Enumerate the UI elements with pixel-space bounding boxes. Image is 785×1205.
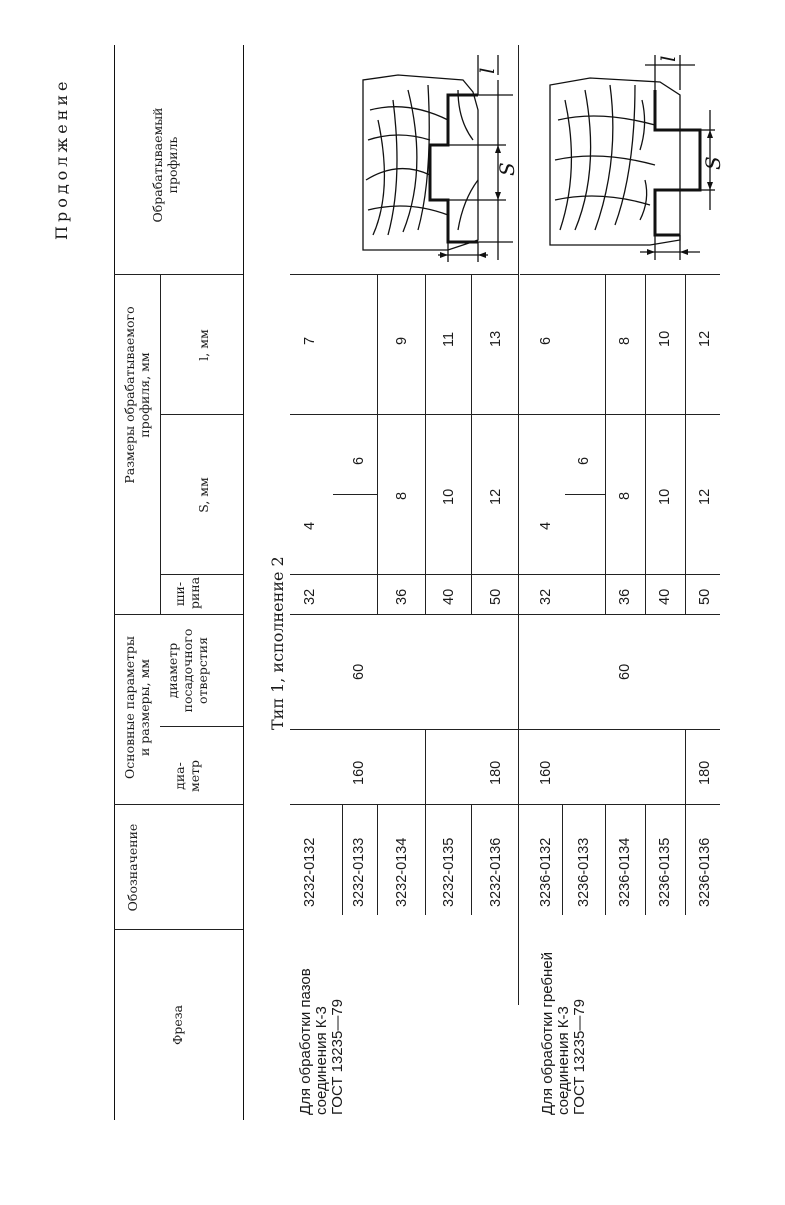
g2-width-3: 40 (657, 588, 673, 605)
g2-width-2: 36 (617, 588, 633, 605)
header-profile: Обрабатываемый профиль (150, 107, 180, 223)
g1-profile-label-s: S (495, 162, 519, 176)
hdr-v-2 (114, 804, 243, 805)
header-width: ши- рина (172, 576, 202, 609)
hdr-v-6 (160, 414, 243, 415)
g1-l-sep-2 (425, 275, 426, 415)
g1-bore: 60 (351, 663, 367, 680)
g2-s-5: 12 (697, 488, 713, 505)
g2-bore: 60 (617, 663, 633, 680)
g1-sep-4 (471, 805, 472, 915)
g1-s-5: 12 (488, 488, 504, 505)
g2-w-sep-2 (645, 575, 646, 615)
g2-code-3: 3236-0134 (617, 837, 633, 907)
g2-s-2: 6 (576, 456, 592, 465)
g1-l-4: 13 (488, 330, 504, 347)
g1-diameter-2: 180 (488, 760, 504, 785)
g2-l-1: 6 (538, 336, 554, 345)
g1-s-sep-1 (377, 415, 378, 575)
header-main-params: Основные параметры и размеры, мм (122, 635, 152, 780)
g1-width-2: 36 (394, 588, 410, 605)
g2-l-4: 12 (697, 330, 713, 347)
g1-code-5: 3232-0136 (488, 837, 504, 907)
g2-diameter-2: 180 (697, 760, 713, 785)
g2-s-split (565, 494, 605, 495)
g1-w-sep-2 (425, 575, 426, 615)
g2-s-sep-3 (685, 415, 686, 575)
g1-s-sep-2 (425, 415, 426, 575)
header-sub-rule (160, 275, 161, 615)
g1-w-sep-1 (377, 575, 378, 615)
header-freza: Фреза (170, 1004, 185, 1046)
g2-l-sep-1 (605, 275, 606, 415)
g2-s-sep-2 (645, 415, 646, 575)
g2-s-4: 10 (657, 488, 673, 505)
g1-l-2: 9 (394, 336, 410, 345)
g1-width-1: 32 (302, 588, 318, 605)
group-divider (518, 45, 519, 1005)
g2-width-1: 32 (538, 588, 554, 605)
g1-s-3: 8 (394, 491, 410, 500)
g2-code-4: 3236-0135 (657, 837, 673, 907)
bore-col-right-border (290, 614, 720, 615)
g1-s-2: 6 (351, 456, 367, 465)
g2-l-3: 10 (657, 330, 673, 347)
g1-code-4: 3232-0135 (441, 837, 457, 907)
g1-l-sep-3 (471, 275, 472, 415)
g1-diam-sep (425, 730, 426, 805)
hdr-v-3 (114, 614, 243, 615)
header-profile-dims: Размеры обрабатываемого профиля, мм (122, 306, 152, 484)
g2-l-2: 8 (617, 336, 633, 345)
g1-code-1: 3232-0132 (302, 837, 318, 907)
g1-profile-drawing (338, 40, 518, 270)
g1-code-2: 3232-0133 (351, 837, 367, 907)
g1-sep-1 (342, 805, 343, 915)
g2-diameter-1: 160 (538, 760, 554, 785)
g2-s-sep-1 (605, 415, 606, 575)
g2-sep-1 (562, 805, 563, 915)
g2-l-sep-2 (645, 275, 646, 415)
header-diameter: диа- метр (172, 759, 202, 793)
header-bottom-rule (243, 45, 244, 1120)
g1-w-sep-3 (471, 575, 472, 615)
g2-code-1: 3236-0132 (538, 837, 554, 907)
g2-l-split (520, 274, 720, 275)
group2-freza-line1: Для обработки гребней (539, 952, 556, 1115)
g2-s-1: 4 (538, 521, 554, 530)
g2-profile-drawing (530, 40, 725, 270)
header-s: S, мм (196, 477, 211, 513)
g2-width-4: 50 (697, 588, 713, 605)
g2-w-sep-1 (605, 575, 606, 615)
g1-s-sep-3 (471, 415, 472, 575)
g2-sep-2 (605, 805, 606, 915)
diam-col-right-border (290, 729, 720, 730)
header-l: l, мм (196, 329, 211, 361)
g1-code-3: 3232-0134 (394, 837, 410, 907)
g1-l-split (290, 274, 518, 275)
g2-profile-label-l: l (656, 55, 680, 62)
g1-profile-label-l: l (475, 67, 499, 74)
g2-code-5: 3236-0136 (697, 837, 713, 907)
group2-freza-line3: ГОСТ 13235—79 (571, 998, 588, 1115)
g2-s-3: 8 (617, 491, 633, 500)
group1-freza-line1: Для обработки пазов (297, 968, 314, 1115)
g1-s-4: 10 (441, 488, 457, 505)
group1-freza-line2: соединения К-3 (313, 1006, 330, 1115)
g2-sep-3 (645, 805, 646, 915)
g2-w-sep-3 (685, 575, 686, 615)
hdr-v-4 (160, 726, 243, 727)
g1-width-3: 40 (441, 588, 457, 605)
g1-l-1: 7 (302, 336, 318, 345)
header-bore: диаметр посадочного отверстия (165, 628, 210, 713)
group1-freza-line3: ГОСТ 13235—79 (329, 998, 346, 1115)
g2-l-sep-3 (685, 275, 686, 415)
g1-width-4: 50 (488, 588, 504, 605)
g2-profile-label-s: S (701, 156, 725, 170)
g2-code-2: 3236-0133 (576, 837, 592, 907)
header-top-rule (114, 45, 115, 1120)
code-col-right-border (290, 804, 720, 805)
g2-diam-sep (685, 730, 686, 805)
g1-diameter-1: 160 (351, 760, 367, 785)
width-col-right-border (290, 574, 720, 575)
header-oboznachenie: Обозначение (125, 823, 140, 912)
g1-l-3: 11 (441, 331, 457, 347)
g2-sep-4 (685, 805, 686, 915)
g1-sep-3 (425, 805, 426, 915)
g1-l-sep-1 (377, 275, 378, 415)
group2-freza-line2: соединения К-3 (555, 1006, 572, 1115)
table-subtitle: Тип 1, исполнение 2 (268, 556, 287, 730)
hdr-v-5 (160, 574, 243, 575)
hdr-v-1 (114, 929, 243, 930)
g1-s-split (333, 494, 377, 495)
continued-label: Продолжение (52, 77, 71, 240)
g1-sep-2 (377, 805, 378, 915)
g1-s-1: 4 (302, 521, 318, 530)
s-col-right-border (290, 414, 720, 415)
